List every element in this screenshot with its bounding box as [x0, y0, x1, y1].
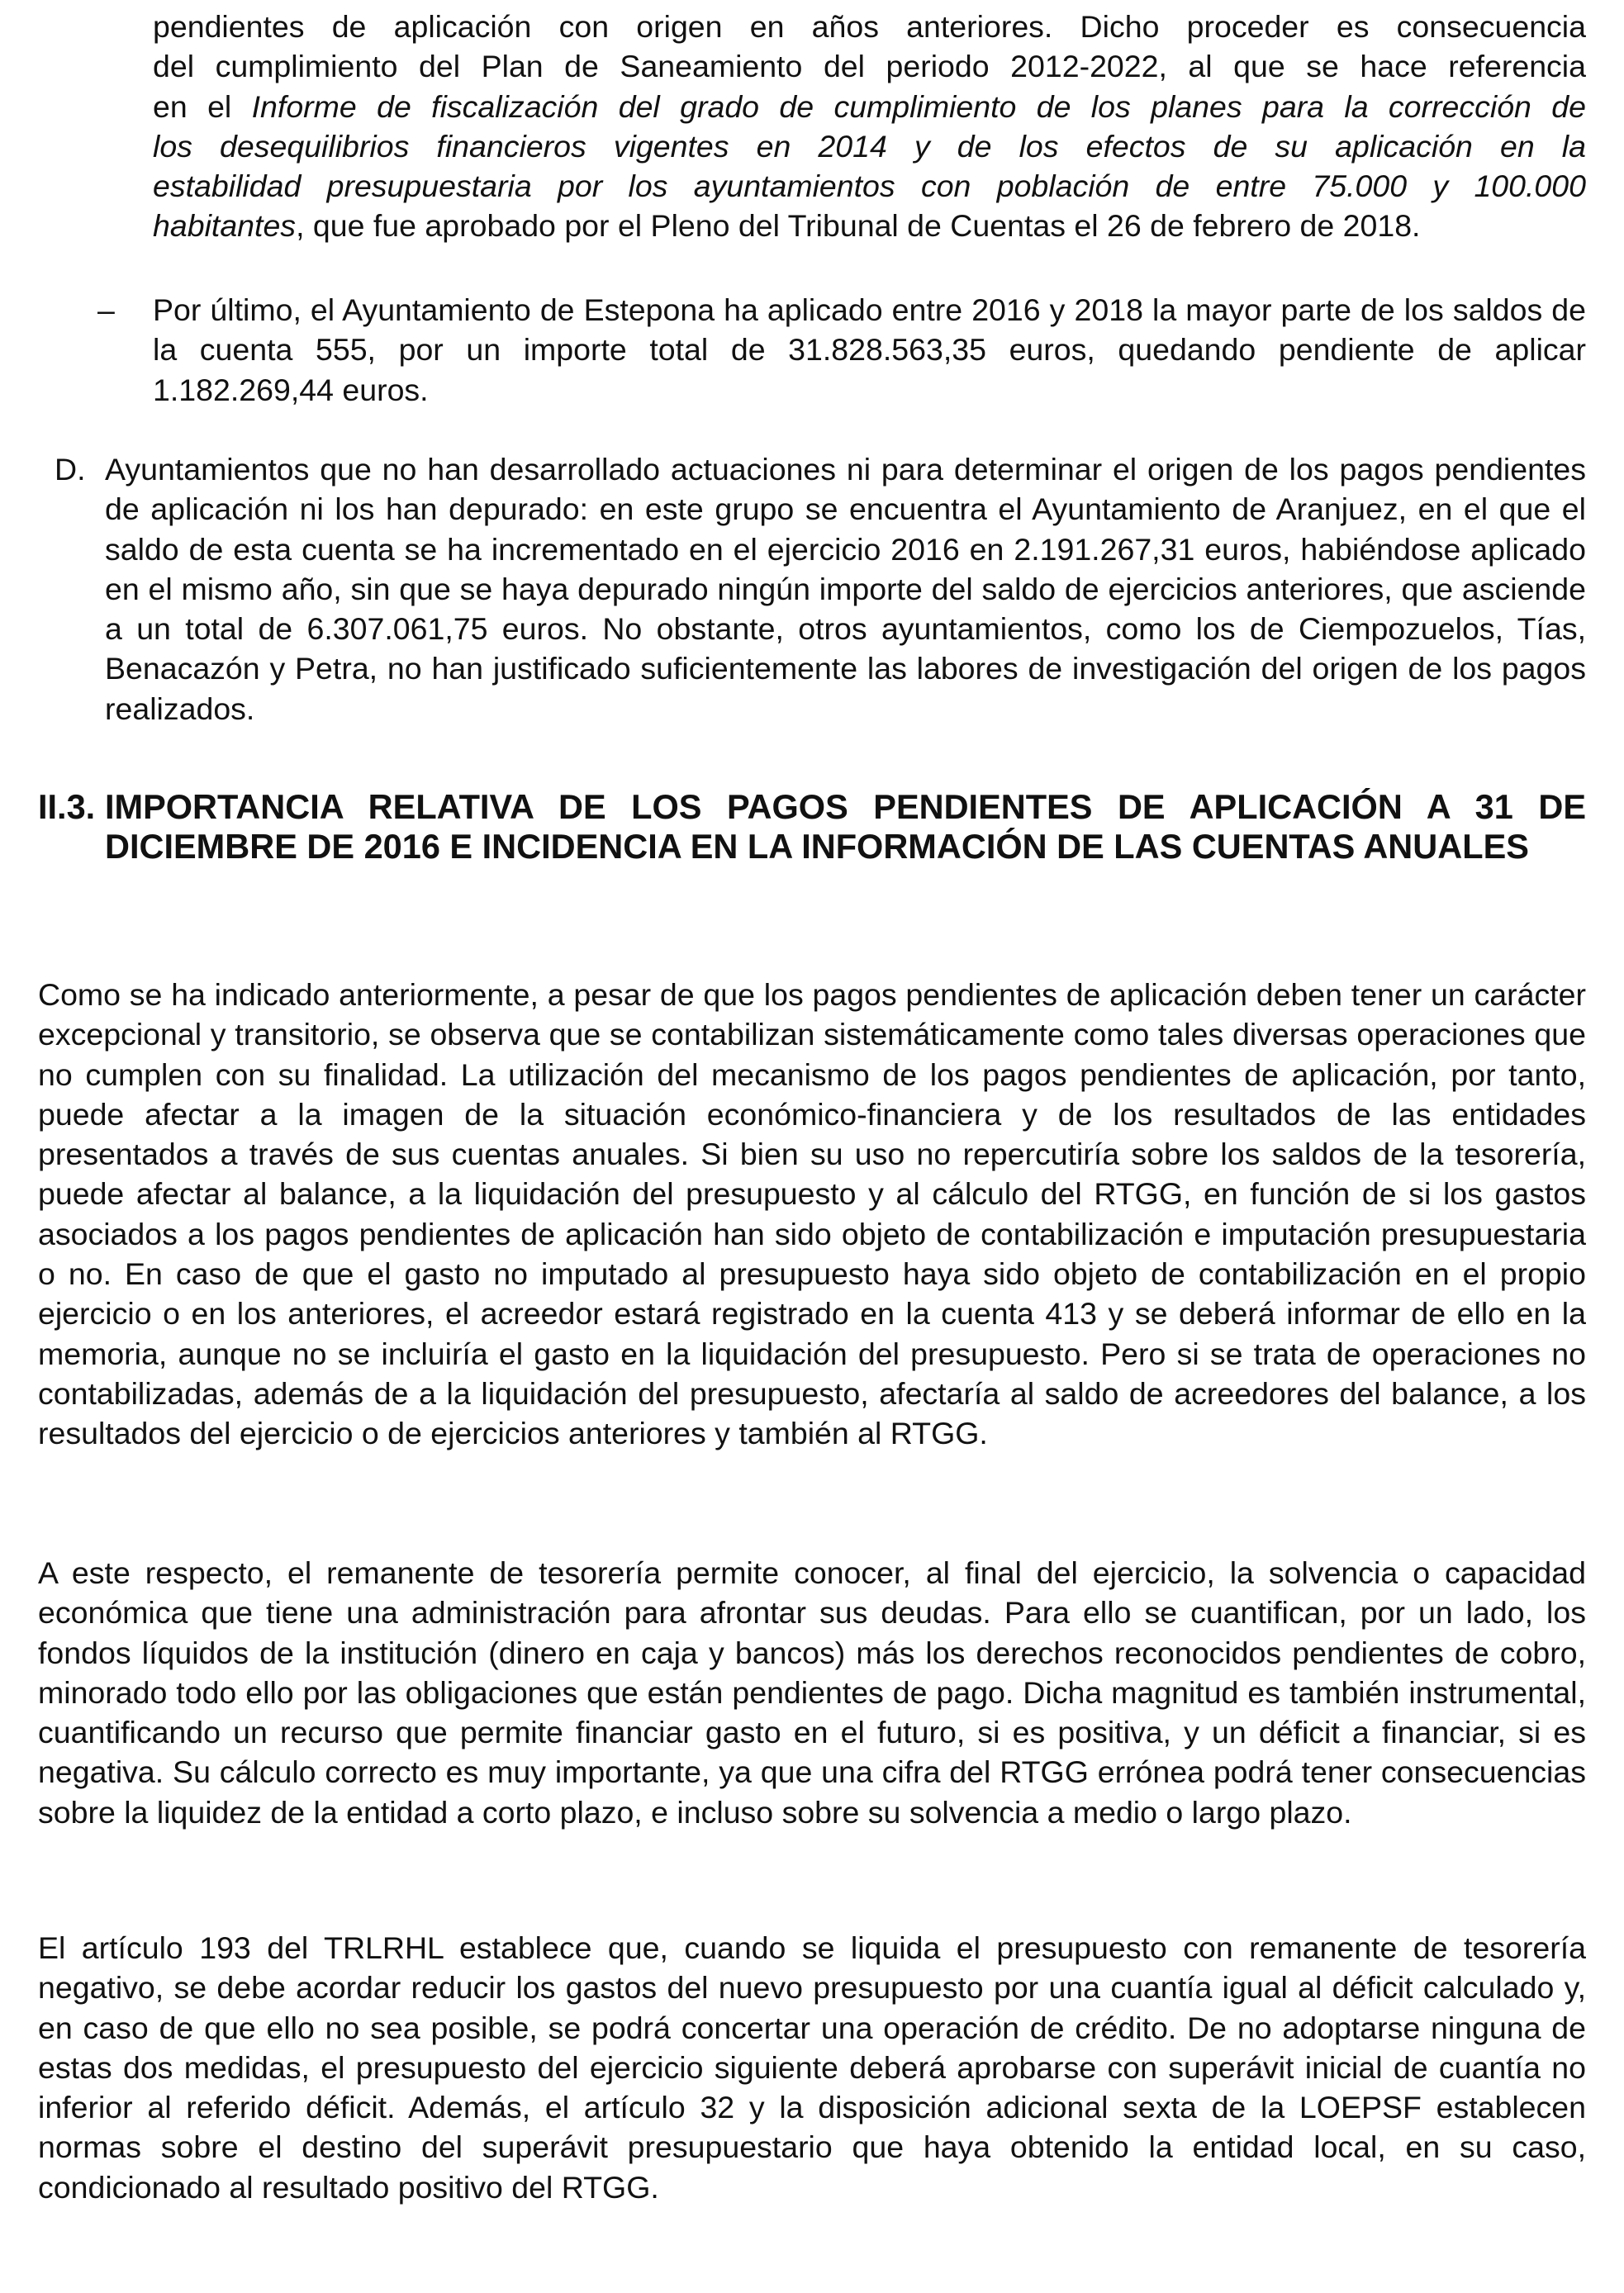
- intro-line: [153, 166, 1586, 206]
- intro-paragraph: [153, 7, 1586, 246]
- report-title-italic: habitantes: [153, 208, 297, 244]
- list-marker-d: D.: [55, 452, 86, 487]
- body-paragraph-3: El artículo 193 del TRLRHL establece que, cuando se liquida el presupuesto con remanente de tesorería negativo, se debe acordar reducir los gastos del nuevo presupuesto por una cuantía igual al déficit calculado y, en caso de que ello no sea posible, se podrá concertar una operación de crédito. De no adoptarse ninguna de estas dos medidas, el presupuesto del ejercicio siguiente deberá aprobarse con superávit inicial de cuantía no inferior al referido déficit. Además, el artículo 32 y la disposición adicional sexta de la LOEPSF establecen normas sobre el destino del superávit presupuestario que haya obtenido la entidad local, en su caso, condicionado al resultado positivo del RTGG.: [38, 1930, 1586, 2205]
- intro-line: [153, 126, 1586, 166]
- report-title-italic: estabilidad presupuestaria por los ayuntamientos con población de entre 75.000 y 100.000: [153, 169, 1586, 204]
- intro-line: pendientes de aplicación con origen en años anteriores. Dicho proceder es consecuencia: [153, 9, 1586, 44]
- report-title-italic: los desequilibrios financieros vigentes en 2014 y de los efectos de su aplicación en la: [153, 128, 1586, 164]
- item-d-paragraph: Ayuntamientos que no han desarrollado actuaciones ni para determinar el origen de los pagos pendientes de aplicación ni los han depurado: en este grupo se encuentra el Ayuntamiento de Aranjuez, en el que el saldo de esta cuenta se ha incrementado en el ejercicio 2016 en 2.191.267,31 euros, habiéndose aplicado en el mismo año, sin que se haya depurado ningún importe del saldo de ejercicios anteriores, que asciende a un total de 6.307.061,75 euros. No obstante, otros ayuntamientos, como los de Ciempozuelos, Tías, Benacazón y Petra, no han justificado suficientemente las labores de investigación del origen de los pagos realizados.: [105, 452, 1586, 726]
- estepona-paragraph: Por último, el Ayuntamiento de Estepona ha aplicado entre 2016 y 2018 la mayor parte de los saldos de la cuenta 555, por un importe total de 31.828.563,35 euros, quedando pendiente de aplicar 1.182.269,44 euros.: [153, 292, 1586, 407]
- dash-bullet: –: [97, 292, 115, 327]
- body-paragraph-2: A este respecto, el remanente de tesorería permite conocer, al final del ejercicio, la solvencia o capacidad económica que tiene una administración para afrontar sus deudas. Para ello se cuantifican, por un lado, los fondos líquidos de la institución (dinero en caja y bancos) más los derechos reconocidos pendientes de cobro, minorado todo ello por las obligaciones que están pendientes de pago. Dicha magnitud es también instrumental, cuantificando un recurso que permite financiar gasto en el futuro, si es positiva, y un déficit a financiar, si es negativa. Su cálculo correcto es muy importante, ya que una cifra del RTGG errónea podrá tener consecuencias sobre la liquidez de la entidad a corto plazo, e incluso sobre su solvencia a medio o largo plazo.: [38, 1555, 1586, 1830]
- intro-line: [153, 87, 1586, 126]
- section-heading: IMPORTANCIA RELATIVA DE LOS PAGOS PENDIENTES DE APLICACIÓN A 31 DE DICIEMBRE DE 2016 E INCIDENCIA EN LA INFORMACIÓN DE LAS CUENTAS ANUALES: [105, 787, 1586, 866]
- intro-text: , que fue aprobado por el Pleno del Tribunal de Cuentas el 26 de febrero de 2018.: [296, 208, 1421, 244]
- body-paragraph-1: Como se ha indicado anteriormente, a pesar de que los pagos pendientes de aplicación deben tener un carácter excepcional y transitorio, se observa que se contabilizan sistemáticamente como tales diversas operaciones que no cumplen con su finalidad. La utilización del mecanismo de los pagos pendientes de aplicación, por tanto, puede afectar a la imagen de la situación económico-financiera y de los resultados de las entidades presentados a través de sus cuentas anuales. Si bien su uso no repercutiría sobre los saldos de la tesorería, puede afectar al balance, a la liquidación del presupuesto y al cálculo del RTGG, en función de si los gastos asociados a los pagos pendientes de aplicación han sido objeto de contabilización e imputación presupuestaria o no. En caso de que el gasto no imputado al presupuesto haya sido objeto de contabilización en el propio ejercicio o en los anteriores, el acreedor estará registrado en la cuenta 413 y se deberá informar de ello en la memoria, aunque no se incluiría el gasto en la liquidación del presupuesto. Pero si se trata de operaciones no contabilizadas, además de a la liquidación del presupuesto, afectaría al saldo de acreedores del balance, a los resultados del ejercicio o de ejercicios anteriores y también al RTGG.: [38, 977, 1586, 1451]
- section-number: II.3.: [38, 787, 96, 826]
- intro-line: [153, 206, 1586, 245]
- intro-text: en el: [153, 88, 252, 124]
- report-title-italic: Informe de fiscalización del grado de cumplimiento de los planes para la corrección de: [251, 88, 1586, 124]
- intro-line: del cumplimiento del Plan de Saneamiento del periodo 2012-2022, al que se hace referencia: [153, 49, 1586, 84]
